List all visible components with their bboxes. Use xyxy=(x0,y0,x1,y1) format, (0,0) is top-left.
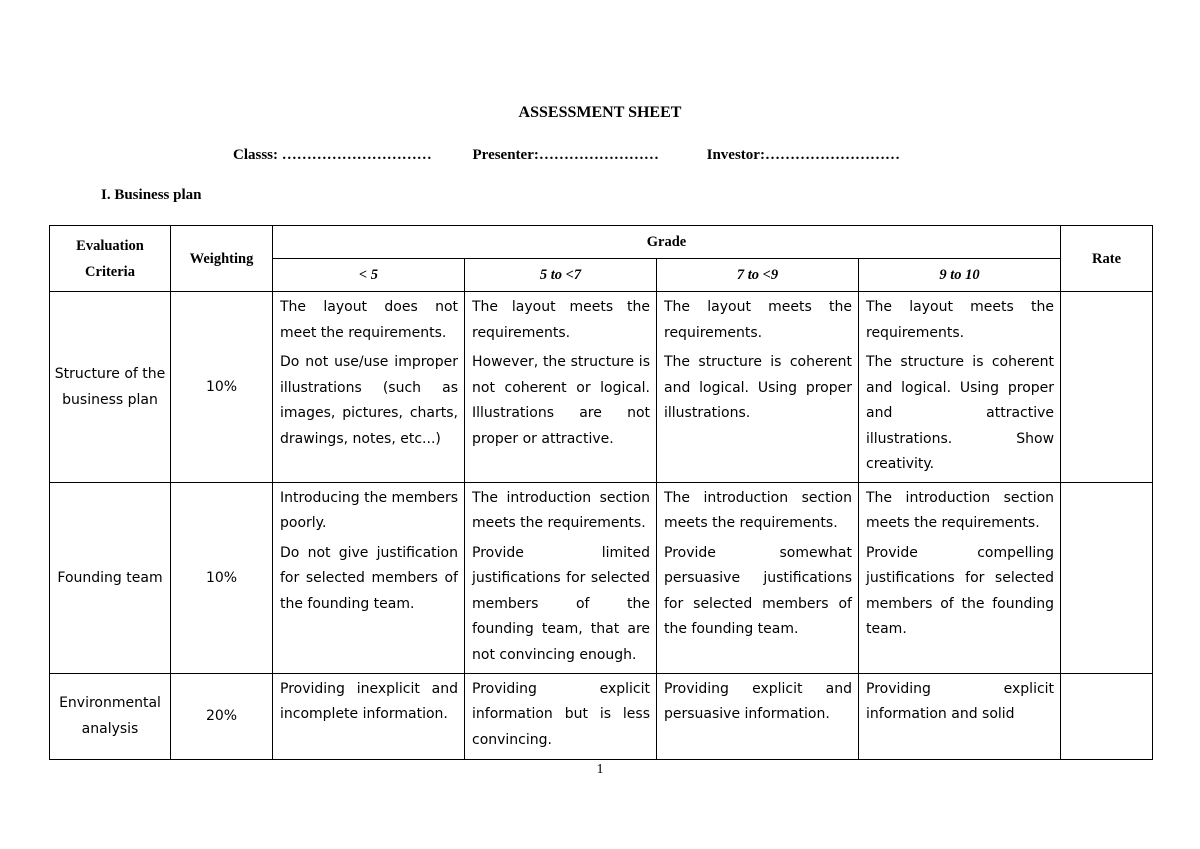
cell-paragraph: Provide limited justifications for selected members of the founding team, that are not convincing enough. xyxy=(472,544,650,663)
grade-cell xyxy=(465,673,657,759)
cell-paragraph: Do not use/use improper illustrations (such as images, pictures, charts, drawings, notes, etc...) xyxy=(280,354,458,447)
investor-field: Investor:……………………… xyxy=(706,147,900,163)
grade-cell xyxy=(273,673,465,759)
table-row xyxy=(50,482,1153,673)
grade-band-header: 7 to <9 xyxy=(657,259,859,292)
grade-cell xyxy=(859,292,1061,483)
document-title: ASSESSMENT SHEET xyxy=(518,104,682,121)
cell-paragraph: The layout meets the requirements. xyxy=(472,299,650,341)
rate-cell[interactable] xyxy=(1061,482,1153,673)
grade-band-header: < 5 xyxy=(273,259,465,292)
section-heading: I. Business plan xyxy=(101,187,202,203)
grade-cell xyxy=(859,482,1061,673)
grade-cell xyxy=(657,292,859,483)
cell-paragraph: The structure is coherent and logical. Using proper illustrations. xyxy=(664,354,852,421)
page-number: 1 xyxy=(596,762,604,777)
cell-paragraph: Providing explicit and persuasive information. xyxy=(664,680,852,722)
grade-cell xyxy=(657,482,859,673)
cell-paragraph: Provide somewhat persuasive justifications for selected members of the founding team. xyxy=(664,544,852,637)
presenter-field: Presenter:…………………… xyxy=(472,147,659,163)
assessment-table xyxy=(49,225,1153,760)
criteria-cell: Environmental analysis xyxy=(50,673,171,759)
weighting-cell: 20% xyxy=(171,673,273,759)
rate-cell[interactable] xyxy=(1061,673,1153,759)
weighting-cell: 10% xyxy=(171,292,273,483)
grade-cell xyxy=(657,673,859,759)
grade-cell xyxy=(465,292,657,483)
cell-paragraph: The introduction section meets the requirements. xyxy=(472,489,650,531)
header-criteria: Evaluation Criteria xyxy=(50,226,171,292)
grade-band-header: 9 to 10 xyxy=(859,259,1061,292)
grade-cell xyxy=(465,482,657,673)
cell-paragraph: Providing explicit information and solid xyxy=(866,680,1055,722)
cell-paragraph: Providing inexplicit and incomplete information. xyxy=(280,680,458,722)
cell-paragraph: Providing explicit information but is less convincing. xyxy=(472,680,650,748)
cell-paragraph: The layout meets the requirements. xyxy=(664,299,852,341)
header-grade: Grade xyxy=(273,226,1061,259)
cell-paragraph: The introduction section meets the requirements. xyxy=(866,489,1055,531)
weighting-cell: 10% xyxy=(171,482,273,673)
cell-paragraph: The introduction section meets the requirements. xyxy=(664,489,852,531)
header-weighting: Weighting xyxy=(171,226,273,292)
header-rate: Rate xyxy=(1061,226,1153,292)
cell-paragraph: Provide compelling justifications for selected members of the founding team. xyxy=(866,544,1055,637)
criteria-cell: Structure of the business plan xyxy=(50,292,171,483)
criteria-cell: Founding team xyxy=(50,482,171,673)
table-row xyxy=(50,292,1153,483)
cell-paragraph: The layout does not meet the requirements. xyxy=(280,299,458,341)
grade-cell xyxy=(273,292,465,483)
rate-cell[interactable] xyxy=(1061,292,1153,483)
grade-cell xyxy=(273,482,465,673)
cell-paragraph: Do not give justification for selected members of the founding team. xyxy=(280,544,458,612)
cell-paragraph: The layout meets the requirements. xyxy=(866,299,1055,341)
cell-paragraph: The structure is coherent and logical. Using proper and attractive illustrations. Show creativity. xyxy=(866,354,1055,472)
cell-paragraph: Introducing the members poorly. xyxy=(280,489,458,531)
table-row xyxy=(50,673,1153,759)
cell-paragraph: However, the structure is not coherent or logical. Illustrations are not proper or attractive. xyxy=(472,354,650,447)
header-fields xyxy=(233,147,900,164)
grade-band-header: 5 to <7 xyxy=(465,259,657,292)
grade-cell xyxy=(859,673,1061,759)
class-field: Classs: ………………………… xyxy=(233,147,432,163)
